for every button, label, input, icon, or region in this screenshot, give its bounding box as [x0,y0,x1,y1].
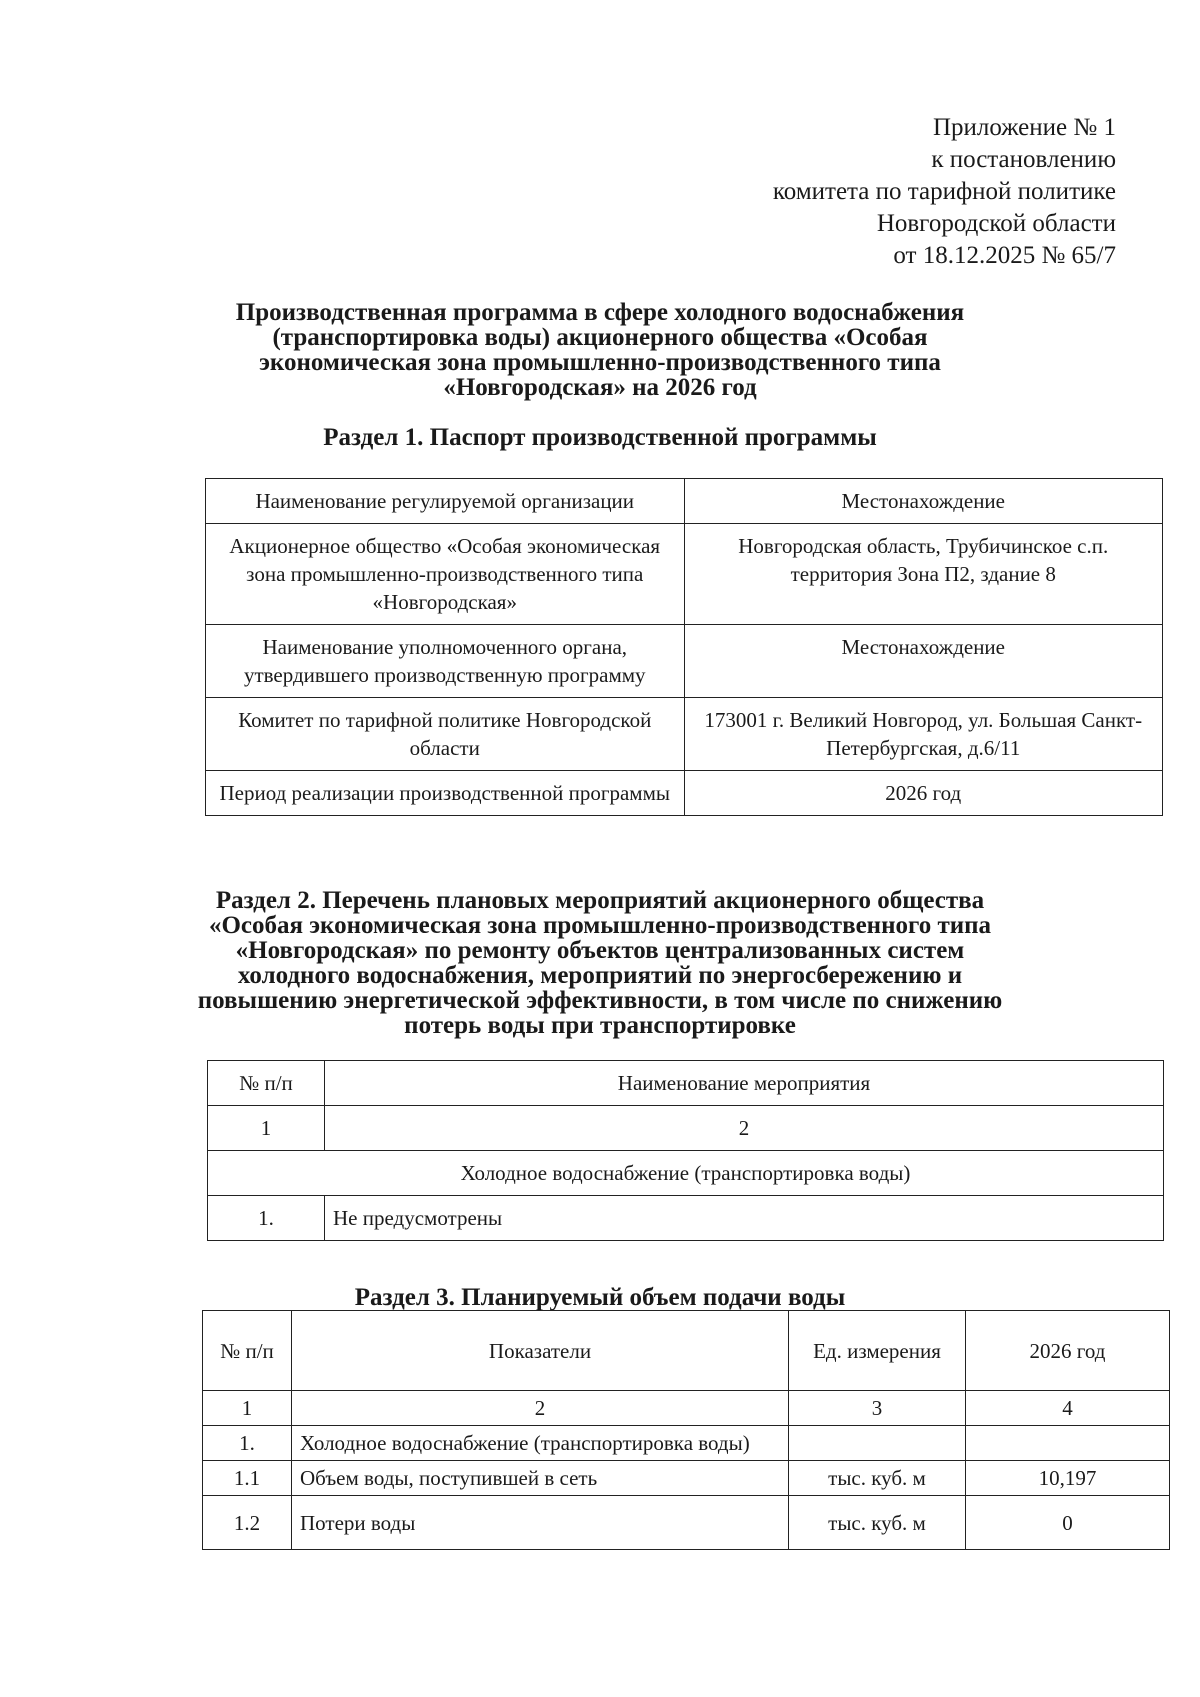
table-cell: 2 [325,1106,1164,1151]
appendix-line: Новгородской области [876,210,1116,237]
title-line: потерь воды при транспортировке [404,1012,796,1039]
table-header-row [208,1061,1164,1106]
table-index-row [203,1391,1170,1426]
header-cell: № п/п [208,1061,325,1106]
appendix-line: к постановлению [931,146,1116,173]
table-cell [789,1426,966,1461]
measures-table [207,1060,1164,1241]
table-header-row [203,1311,1170,1391]
title-line: «Новгородская» по ремонту объектов централизованных систем [235,937,965,964]
table-cell: Объем воды, поступившей в сеть [292,1461,789,1496]
table-cell: Местонахождение [684,479,1163,524]
table-cell: Новгородская область, Трубичинское с.п. территория Зона П2, здание 8 [684,524,1163,625]
group-label: Холодное водоснабжение (транспортировка воды) [208,1151,1164,1196]
table-index-row [208,1106,1164,1151]
table-cell: 0 [966,1496,1170,1550]
table-row [206,625,1163,698]
table-cell: 3 [789,1391,966,1426]
table-row [203,1461,1170,1496]
appendix-line: от 18.12.2025 № 65/7 [893,242,1116,269]
document-title [150,300,1050,400]
table-cell: 2026 год [684,771,1163,816]
table-cell: 1.1 [203,1461,292,1496]
passport-table [205,478,1163,816]
title-line: «Новгородская» на 2026 год [443,374,757,401]
title-line: «Особая экономическая зона промышленно-производственного типа [208,912,992,939]
table-row [203,1496,1170,1550]
table-group-row [208,1151,1164,1196]
title-line: (транспортировка воды) акционерного общества «Особая [272,324,928,351]
header-cell: Показатели [292,1311,789,1391]
table-cell: Комитет по тарифной политике Новгородской области [206,698,685,771]
table-cell: 2 [292,1391,789,1426]
section2-title [150,888,1050,1038]
table-cell: 1. [208,1196,325,1241]
section1-title: Раздел 1. Паспорт производственной программы [323,424,877,451]
title-line: экономическая зона промышленно-производственного типа [259,349,941,376]
table-row [208,1196,1164,1241]
table-cell: Не предусмотрены [325,1196,1164,1241]
header-cell: 2026 год [966,1311,1170,1391]
table-cell: 1.2 [203,1496,292,1550]
header-cell: № п/п [203,1311,292,1391]
table-row [206,479,1163,524]
volume-table [202,1310,1170,1550]
table-cell: Потери воды [292,1496,789,1550]
section3-title: Раздел 3. Планируемый объем подачи воды [354,1284,846,1311]
header-cell: Ед. измерения [789,1311,966,1391]
table-cell: Наименование регулируемой организации [206,479,685,524]
table-row [206,524,1163,625]
header-cell: Наименование мероприятия [325,1061,1164,1106]
table-cell: Акционерное общество «Особая экономическая зона промышленно-производственного типа «Новгородская» [206,524,685,625]
table-cell [966,1426,1170,1461]
table-cell: 1. [203,1426,292,1461]
table-cell: 4 [966,1391,1170,1426]
table-cell: Холодное водоснабжение (транспортировка воды) [292,1426,789,1461]
table-cell: Период реализации производственной программы [206,771,685,816]
table-cell: 1 [203,1391,292,1426]
table-row [206,698,1163,771]
title-line: Раздел 2. Перечень плановых мероприятий акционерного общества [215,887,985,914]
title-line: холодного водоснабжения, мероприятий по энергосбережению и [237,962,963,989]
table-row [206,771,1163,816]
appendix-line: Приложение № 1 [932,114,1116,141]
table-cell: 173001 г. Великий Новгород, ул. Большая Санкт-Петербургская, д.6/11 [684,698,1163,771]
title-line: повышению энергетической эффективности, в том числе по снижению [197,987,1003,1014]
appendix-line: комитета по тарифной политике [772,178,1116,205]
table-cell: 10,197 [966,1461,1170,1496]
table-cell: Местонахождение [684,625,1163,698]
table-cell: Наименование уполномоченного органа, утвердившего производственную программу [206,625,685,698]
table-cell: тыс. куб. м [789,1496,966,1550]
title-line: Производственная программа в сфере холодного водоснабжения [235,299,965,326]
table-cell: тыс. куб. м [789,1461,966,1496]
table-row [203,1426,1170,1461]
appendix-header [773,112,1116,272]
table-cell: 1 [208,1106,325,1151]
